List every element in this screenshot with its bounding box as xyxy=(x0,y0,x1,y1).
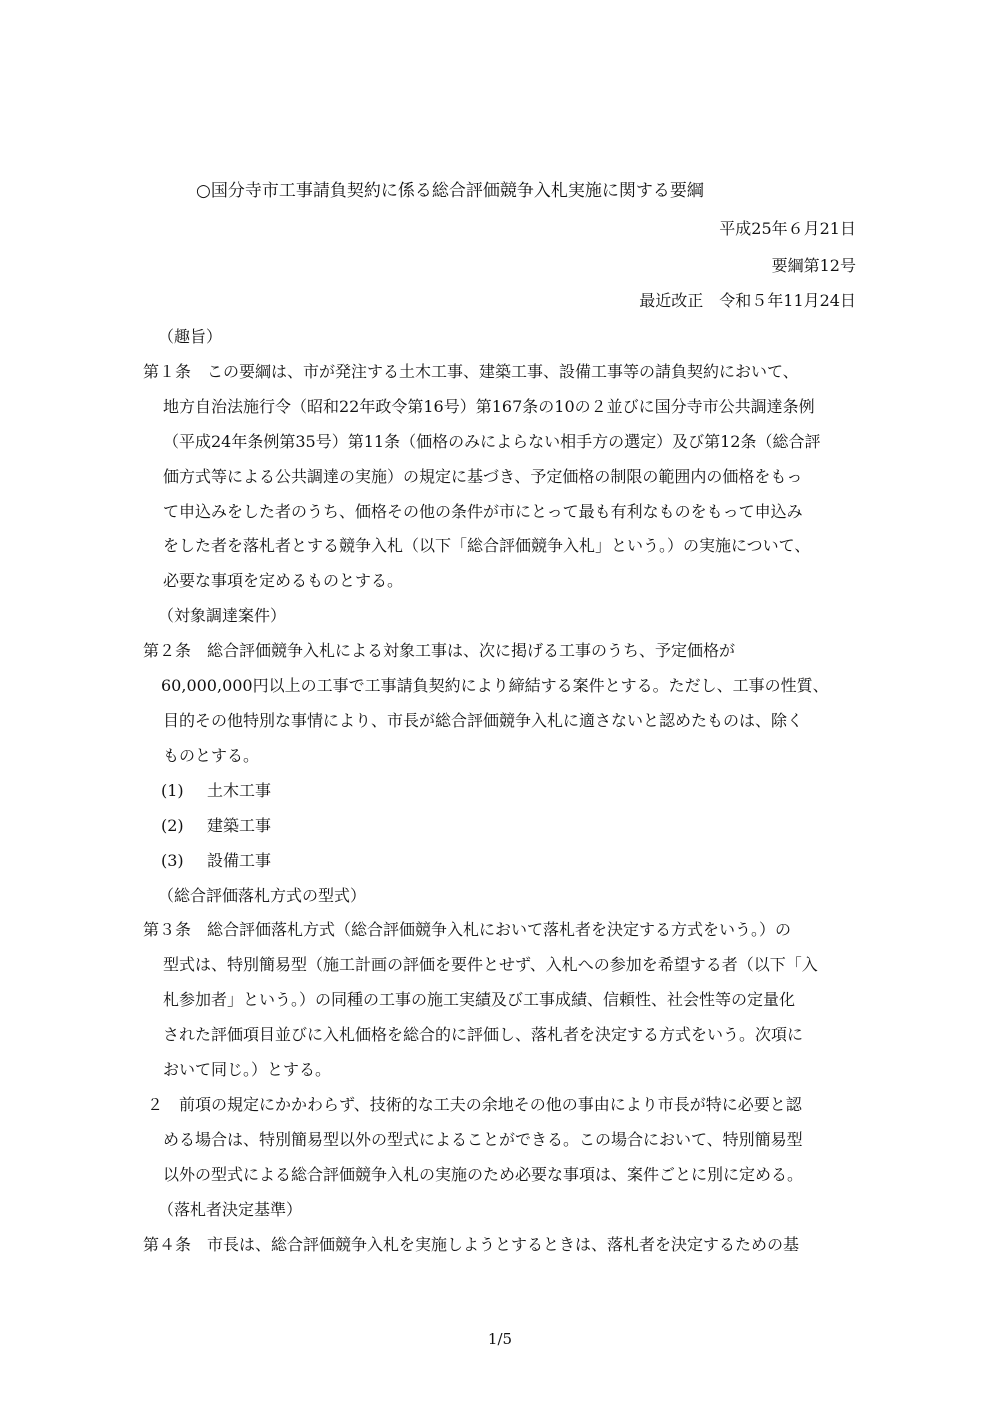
article-1-line: をした者を落札者とする競争入札（以下「総合評価競争入札」という。）の実施について、 xyxy=(163,536,811,556)
document-title: ○国分寺市工事請負契約に係る総合評価競争入札実施に関する要綱 xyxy=(196,181,704,201)
article-1-line: て申込みをした者のうち、価格その他の条件が市にとって最も有利なものをもって申込み xyxy=(163,501,803,521)
list-item xyxy=(143,774,859,809)
article-1-line: 必要な事項を定めるものとする。 xyxy=(163,571,404,591)
article-3-line: 型式は、特別簡易型（施工計画の評価を要件とせず、入札への参加を希望する者（以下「入 xyxy=(163,955,818,975)
item-number: (1) xyxy=(161,780,184,800)
document-body xyxy=(143,320,859,1262)
article-1-line: 価方式等による公共調達の実施）の規定に基づき、予定価格の制限の範囲内の価格をもっ xyxy=(163,466,803,486)
article-3-paragraph-2-line: 以外の型式による総合評価競争入札の実施のため必要な事項は、案件ごとに別に定める。 xyxy=(163,1164,804,1184)
article-3-paragraph-2-line: める場合は、特別簡易型以外の型式によることができる。この場合において、特別簡易型 xyxy=(163,1129,803,1149)
ordinance-number: 要綱第12号 xyxy=(771,256,856,275)
article-2-line: 第２条 総合評価競争入札による対象工事は、次に掲げる工事のうち、予定価格が xyxy=(143,641,736,661)
article-3-line: された評価項目並びに入札価格を総合的に評価し、落札者を決定する方式をいう。次項に xyxy=(163,1025,804,1045)
article-3-paragraph-2-line: ２ 前項の規定にかかわらず、技術的な工夫の余地その他の事由により市長が特に必要と認 xyxy=(147,1094,802,1114)
item-number: (2) xyxy=(161,815,184,835)
article-4-heading: （落札者決定基準） xyxy=(158,1199,303,1219)
article-2-line: 60,000,000円以上の工事で工事請負契約により締結する案件とする。ただし、工事の性質、 xyxy=(161,676,829,696)
latest-revision: 最近改正 令和５年11月24日 xyxy=(639,291,856,310)
article-2-heading: （対象調達案件） xyxy=(158,606,287,626)
article-3-heading: （総合評価落札方式の型式） xyxy=(158,885,367,905)
article-2-line: 目的その他特別な事情により、市長が総合評価競争入札に適さないと認めたものは、除く xyxy=(163,710,804,730)
article-4-line: 第４条 市長は、総合評価競争入札を実施しようとするときは、落札者を決定するための基 xyxy=(143,1234,800,1254)
list-item xyxy=(143,844,859,879)
article-3-line: 第３条 総合評価落札方式（総合評価競争入札において落札者を決定する方式をいう。）の xyxy=(143,920,792,940)
article-1-line: 第１条 この要綱は、市が発注する土木工事、建築工事、設備工事等の請負契約において、 xyxy=(143,361,799,381)
page-number: 1/5 xyxy=(487,1330,513,1348)
item-number: (3) xyxy=(161,850,184,870)
article-1-heading: （趣旨） xyxy=(158,327,223,346)
enactment-date: 平成25年６月21日 xyxy=(719,219,856,238)
article-3-line: 札参加者」という。）の同種の工事の施工実績及び工事成績、信頼性、社会性等の定量化 xyxy=(163,990,796,1010)
article-1-line: （平成24年条例第35号）第11条（価格のみによらない相手方の選定）及び第12条（総合評 xyxy=(163,431,821,451)
article-3-line: おいて同じ。）とする。 xyxy=(163,1060,332,1080)
item-label: 設備工事 xyxy=(207,850,272,870)
article-1-line: 地方自治法施行令（昭和22年政令第16号）第167条の10の２並びに国分寺市公共調達条例 xyxy=(163,396,815,416)
list-item xyxy=(143,809,859,844)
article-2-line: ものとする。 xyxy=(163,745,260,765)
item-label: 土木工事 xyxy=(207,780,272,800)
item-label: 建築工事 xyxy=(207,815,272,835)
